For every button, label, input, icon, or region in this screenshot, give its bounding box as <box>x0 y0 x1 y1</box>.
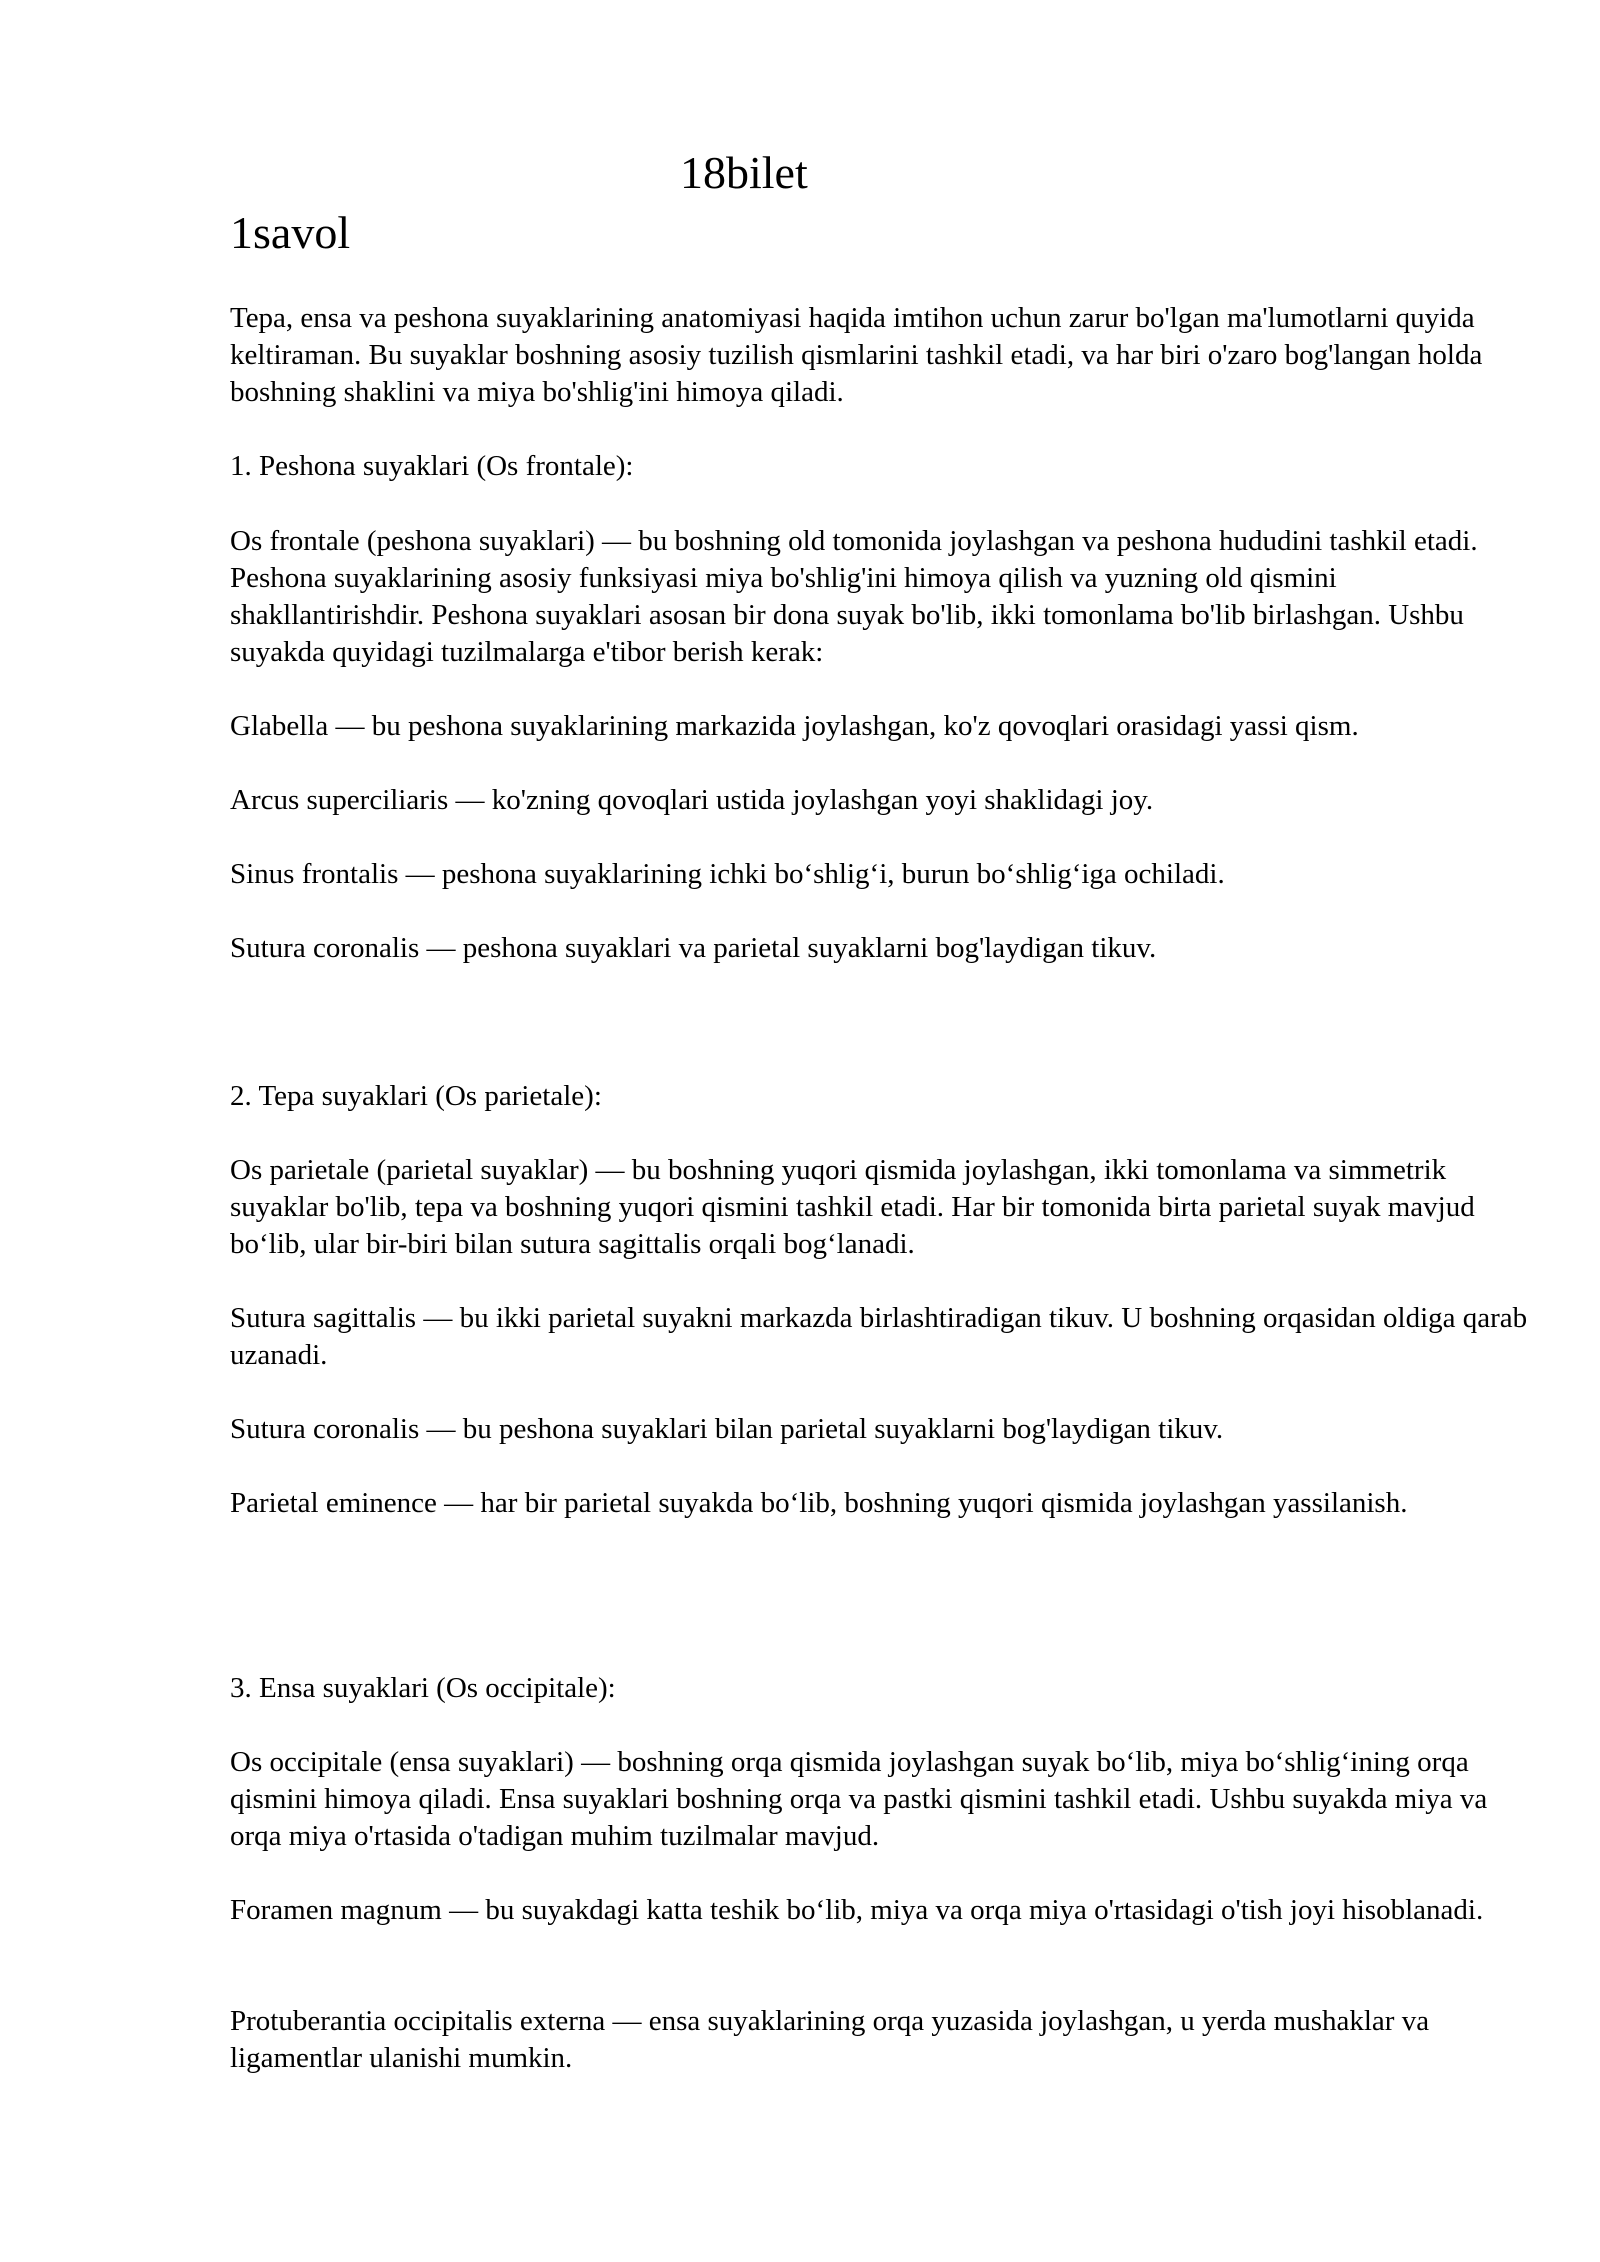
occipitale-paragraph: Os occipitale (ensa suyaklari) — boshning orqa qismida joylashgan suyak bo‘lib, miya bo‘shlig‘ining orqa qismini himoya qiladi. Ensa suyaklari boshning orqa va pastki qismini tashkil etadi. Ushbu suyakda miya va orqa miya o'rtasida o'tadigan muhim tuzilmalar mavjud. <box>230 1746 1488 1852</box>
section-heading-occipitale: 3. Ensa suyaklari (Os occipitale): <box>230 1672 616 1704</box>
section-heading-frontale: 1. Peshona suyaklari (Os frontale): <box>230 450 634 482</box>
intro-paragraph: Tepa, ensa va peshona suyaklarining anatomiyasi haqida imtihon uchun zarur bo'lgan ma'lumotlarni quyida keltiraman. Bu suyaklar boshning asosiy tuzilish qismlarini tashkil etadi, va har biri o'zaro bog'langan holda boshning shaklini va miya bo'shlig'ini himoya qiladi. <box>230 302 1483 408</box>
coronalis-paragraph: Sutura coronalis — peshona suyaklari va parietal suyaklarni bog'laydigan tikuv. <box>230 932 1157 964</box>
section-heading-parietale: 2. Tepa suyaklari (Os parietale): <box>230 1080 602 1112</box>
eminence-paragraph: Parietal eminence — har bir parietal suyakda bo‘lib, boshning yuqori qismida joylashgan yassilanish. <box>230 1487 1408 1519</box>
frontale-paragraph: Os frontale (peshona suyaklari) — bu boshning old tomonida joylashgan va peshona hududini tashkil etadi. Peshona suyaklarining asosiy funksiyasi miya bo'shlig'ini himoya qilish va yuzning old qismini shakllantirishdir. Peshona suyaklari asosan bir dona suyak bo'lib, ikki tomonlama bo'lib birlashgan. Ushbu suyakda quyidagi tuzilmalarga e'tibor berish kerak: <box>230 525 1478 668</box>
sinus-paragraph: Sinus frontalis — peshona suyaklarining ichki bo‘shlig‘i, burun bo‘shlig‘iga ochiladi. <box>230 858 1225 890</box>
sagittalis-paragraph: Sutura sagittalis — bu ikki parietal suyakni markazda birlashtiradigan tikuv. U boshning orqasidan oldiga qarab uzanadi. <box>230 1302 1528 1371</box>
page-title: 18bilet <box>680 147 808 198</box>
foramen-paragraph: Foramen magnum — bu suyakdagi katta teshik bo‘lib, miya va orqa miya o'rtasidagi o'tish joyi hisoblanadi. <box>230 1894 1484 1926</box>
coronalis-parietal-paragraph: Sutura coronalis — bu peshona suyaklari bilan parietal suyaklarni bog'laydigan tikuv. <box>230 1413 1224 1445</box>
protuberantia-paragraph: Protuberantia occipitalis externa — ensa suyaklarining orqa yuzasida joylashgan, u yerda mushaklar va ligamentlar ulanishi mumkin. <box>230 2005 1430 2074</box>
question-heading: 1savol <box>230 207 351 258</box>
glabella-paragraph: Glabella — bu peshona suyaklarining markazida joylashgan, ko'z qovoqlari orasidagi yassi qism. <box>230 710 1359 742</box>
parietale-paragraph: Os parietale (parietal suyaklar) — bu boshning yuqori qismida joylashgan, ikki tomonlama va simmetrik suyaklar bo'lib, tepa va boshning yuqori qismini tashkil etadi. Har bir tomonida birta parietal suyak mavjud bo‘lib, ular bir-biri bilan sutura sagittalis orqali bog‘lanadi. <box>230 1154 1475 1260</box>
arcus-paragraph: Arcus superciliaris — ko'zning qovoqlari ustida joylashgan yoyi shaklidagi joy. <box>230 784 1154 816</box>
